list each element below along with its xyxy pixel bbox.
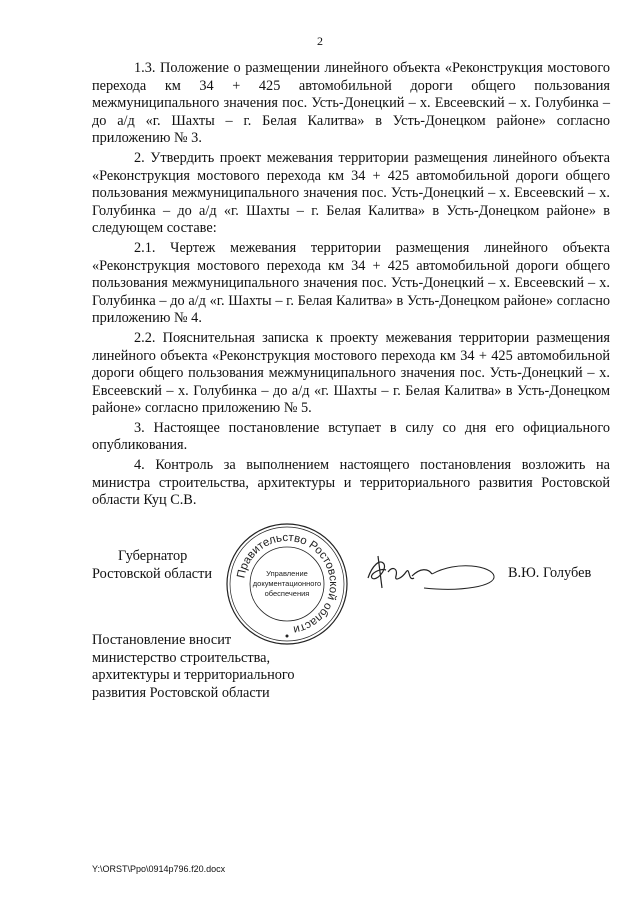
paragraph-2: 2. Утвердить проект межевания территории размещения линейного объекта «Реконструкция мостового перехода км 34 + 425 автомобильной дороги общего пользования межмуниципального значения пос. Усть-Донецкий – х. Евсеевский – х. Голубинка – до а/д «г. Шахты – г. Белая Калитва» в Усть-Донецком районе» в следующем составе:: [92, 149, 610, 237]
official-seal: [222, 521, 352, 647]
paragraph-2-1: 2.1. Чертеж межевания территории размещения линейного объекта «Реконструкция мостового перехода км 34 + 425 автомобильной дороги общего пользования межмуниципального значения пос. Усть-Донецкий – х. Евсеевский – х. Голубинка – до а/д «г. Шахты – г. Белая Калитва» в Усть-Донецком районе» согласно приложению № 4.: [92, 239, 610, 327]
signatory-title-line1: Губернатор: [118, 548, 188, 564]
introduced-by-line3: архитектуры и территориального: [92, 667, 295, 684]
paragraph-4: 4. Контроль за выполнением настоящего постановления возложить на министра строительства, архитектуры и территориального развития Ростовской области Куц С.В.: [92, 457, 610, 509]
introduced-by-line2: министерство строительства,: [92, 649, 271, 666]
seal-ring-text: Правительство Ростовской области: [235, 531, 340, 636]
handwritten-signature: [362, 548, 502, 596]
file-path-footer: Y:\ORST\Ppo\0914p796.f20.docx: [92, 864, 226, 874]
page-number: 2: [317, 34, 323, 48]
signatory-title-line2: Ростовской области: [92, 565, 213, 582]
seal-inner-line3: обеспечения: [264, 589, 310, 598]
signatory-title: [92, 548, 232, 583]
signatory-name: В.Ю. Голубев: [508, 565, 592, 581]
paragraph-1-3: 1.3. Положение о размещении линейного объекта «Реконструкция мостового перехода км 34 + 425 автомобильной дороги общего пользования межмуниципального значения пос. Усть-Донецкий – х. Евсеевский – х. Голубинка – до а/д «г. Шахты – г. Белая Калитва» в Усть-Донецком районе» согласно приложению № 3.: [92, 60, 610, 147]
seal-inner-line1: Управление: [266, 569, 308, 578]
document-body: [92, 60, 610, 512]
introduced-by-block: [92, 632, 352, 702]
paragraph-2-2: 2.2. Пояснительная записка к проекту межевания территории размещения линейного объекта «Реконструкция мостового перехода км 34 + 425 автомобильной дороги общего пользования межмуниципального значения пос. Усть-Донецкий – х. Евсеевский – х. Голубинка – до а/д «г. Шахты – г. Белая Калитва» в Усть-Донецком районе» согласно приложению № 5.: [92, 329, 610, 417]
introduced-by-line1: Постановление вносит: [92, 632, 232, 648]
introduced-by-line4: развития Ростовской области: [92, 684, 270, 701]
paragraph-3: 3. Настоящее постановление вступает в силу со дня его официального опубликования.: [92, 419, 610, 454]
seal-inner-line2: документационного: [252, 579, 322, 588]
